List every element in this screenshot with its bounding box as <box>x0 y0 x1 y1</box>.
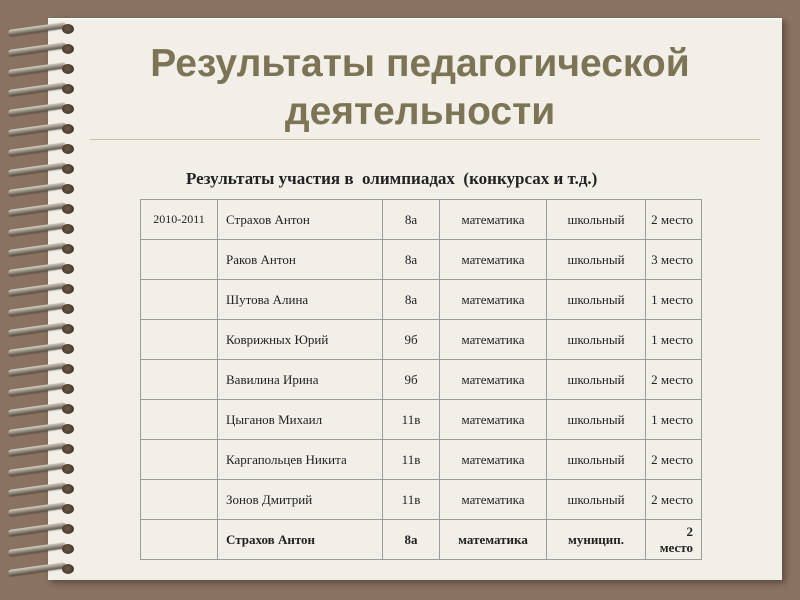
cell-level: школьный <box>547 360 646 400</box>
punch-hole <box>62 204 74 214</box>
cell-class: 9б <box>383 320 440 360</box>
spiral-ring <box>8 242 88 256</box>
cell-place: 1 место <box>646 400 702 440</box>
spiral-wire <box>8 342 66 356</box>
spiral-ring <box>8 462 88 476</box>
cell-place: 2 место <box>646 200 702 240</box>
punch-hole <box>62 304 74 314</box>
spiral-wire <box>8 42 66 56</box>
spiral-ring <box>8 302 88 316</box>
cell-place: 2 место <box>646 440 702 480</box>
cell-level: школьный <box>547 480 646 520</box>
cell-subject: математика <box>440 320 547 360</box>
cell-name: Шутова Алина <box>218 280 383 320</box>
spiral-wire <box>8 422 66 436</box>
punch-hole <box>62 244 74 254</box>
spiral-wire <box>8 62 66 76</box>
punch-hole <box>62 264 74 274</box>
spiral-wire <box>8 102 66 116</box>
punch-hole <box>62 84 74 94</box>
punch-hole <box>62 24 74 34</box>
cell-name: Вавилина Ирина <box>218 360 383 400</box>
spiral-wire <box>8 562 66 576</box>
cell-place: 2 место <box>646 360 702 400</box>
cell-class: 8а <box>383 280 440 320</box>
cell-name: Страхов Антон <box>218 520 383 560</box>
table-row <box>141 440 702 480</box>
spiral-ring <box>8 122 88 136</box>
spiral-wire <box>8 442 66 456</box>
cell-subject: математика <box>440 400 547 440</box>
punch-hole <box>62 124 74 134</box>
cell-level: школьный <box>547 440 646 480</box>
spiral-wire <box>8 122 66 136</box>
punch-hole <box>62 44 74 54</box>
cell-year <box>141 400 218 440</box>
table-row <box>141 200 702 240</box>
cell-subject: математика <box>440 520 547 560</box>
punch-hole <box>62 184 74 194</box>
cell-subject: математика <box>440 240 547 280</box>
spiral-wire <box>8 142 66 156</box>
punch-hole <box>62 384 74 394</box>
cell-level: школьный <box>547 400 646 440</box>
table-row <box>141 320 702 360</box>
spiral-wire <box>8 402 66 416</box>
cell-subject: математика <box>440 440 547 480</box>
spiral-ring <box>8 142 88 156</box>
cell-level: школьный <box>547 280 646 320</box>
spiral-wire <box>8 362 66 376</box>
spiral-wire <box>8 282 66 296</box>
table-row <box>141 520 702 560</box>
punch-hole <box>62 224 74 234</box>
spiral-ring <box>8 162 88 176</box>
punch-hole <box>62 464 74 474</box>
spiral-wire <box>8 322 66 336</box>
cell-place: 2 место <box>646 480 702 520</box>
cell-class: 9б <box>383 360 440 400</box>
cell-subject: математика <box>440 200 547 240</box>
spiral-ring <box>8 502 88 516</box>
results-table <box>140 199 702 560</box>
cell-place: 3 место <box>646 240 702 280</box>
cell-name: Раков Антон <box>218 240 383 280</box>
cell-year <box>141 520 218 560</box>
spiral-ring <box>8 382 88 396</box>
punch-hole <box>62 364 74 374</box>
spiral-ring <box>8 522 88 536</box>
punch-hole <box>62 344 74 354</box>
cell-year <box>141 280 218 320</box>
table-row <box>141 240 702 280</box>
spiral-ring <box>8 82 88 96</box>
spiral-ring <box>8 542 88 556</box>
page-title <box>90 40 750 136</box>
cell-place: 1 место <box>646 280 702 320</box>
cell-name: Зонов Дмитрий <box>218 480 383 520</box>
cell-year <box>141 440 218 480</box>
cell-class: 11в <box>383 480 440 520</box>
spiral-wire <box>8 262 66 276</box>
cell-year: 2010-2011 <box>141 200 218 240</box>
punch-hole <box>62 164 74 174</box>
cell-subject: математика <box>440 360 547 400</box>
punch-hole <box>62 444 74 454</box>
title-line-1: Результаты педагогической <box>150 42 690 85</box>
cell-name: Цыганов Михаил <box>218 400 383 440</box>
cell-subject: математика <box>440 480 547 520</box>
cell-level: муницип. <box>547 520 646 560</box>
spiral-ring <box>8 342 88 356</box>
spiral-ring <box>8 442 88 456</box>
spiral-wire <box>8 462 66 476</box>
cell-year <box>141 360 218 400</box>
cell-class: 8а <box>383 240 440 280</box>
punch-hole <box>62 144 74 154</box>
spiral-wire <box>8 82 66 96</box>
spiral-wire <box>8 302 66 316</box>
cell-name: Страхов Антон <box>218 200 383 240</box>
cell-class: 8а <box>383 200 440 240</box>
punch-hole <box>62 284 74 294</box>
title-divider <box>90 139 760 140</box>
cell-level: школьный <box>547 200 646 240</box>
spiral-ring <box>8 482 88 496</box>
spiral-wire <box>8 22 66 36</box>
spiral-ring <box>8 402 88 416</box>
spiral-wire <box>8 542 66 556</box>
spiral-binding <box>0 22 90 582</box>
table-row <box>141 400 702 440</box>
punch-hole <box>62 504 74 514</box>
cell-name: Коврижных Юрий <box>218 320 383 360</box>
spiral-ring <box>8 22 88 36</box>
spiral-ring <box>8 202 88 216</box>
table-row <box>141 360 702 400</box>
table-caption: Результаты участия в олимпиадах (конкурсах и т.д.) <box>186 169 598 188</box>
cell-year <box>141 320 218 360</box>
punch-hole <box>62 524 74 534</box>
spiral-ring <box>8 42 88 56</box>
title-line-2: деятельности <box>284 90 556 133</box>
punch-hole <box>62 544 74 554</box>
spiral-ring <box>8 322 88 336</box>
cell-class: 8а <box>383 520 440 560</box>
punch-hole <box>62 64 74 74</box>
cell-class: 11в <box>383 400 440 440</box>
spiral-ring <box>8 422 88 436</box>
page-top-edge <box>48 18 782 21</box>
spiral-ring <box>8 102 88 116</box>
cell-level: школьный <box>547 240 646 280</box>
spiral-ring <box>8 222 88 236</box>
spiral-wire <box>8 502 66 516</box>
punch-hole <box>62 404 74 414</box>
cell-place: 1 место <box>646 320 702 360</box>
spiral-ring <box>8 62 88 76</box>
spiral-wire <box>8 482 66 496</box>
spiral-ring <box>8 182 88 196</box>
spiral-wire <box>8 382 66 396</box>
spiral-ring <box>8 562 88 576</box>
spiral-ring <box>8 282 88 296</box>
cell-year <box>141 240 218 280</box>
punch-hole <box>62 324 74 334</box>
cell-name: Каргапольцев Никита <box>218 440 383 480</box>
cell-place: 2 место <box>646 520 702 560</box>
cell-subject: математика <box>440 280 547 320</box>
spiral-ring <box>8 362 88 376</box>
cell-class: 11в <box>383 440 440 480</box>
spiral-wire <box>8 202 66 216</box>
table-row <box>141 480 702 520</box>
spiral-wire <box>8 242 66 256</box>
spiral-wire <box>8 162 66 176</box>
spiral-wire <box>8 522 66 536</box>
punch-hole <box>62 484 74 494</box>
cell-year <box>141 480 218 520</box>
punch-hole <box>62 424 74 434</box>
punch-hole <box>62 564 74 574</box>
spiral-wire <box>8 222 66 236</box>
spiral-wire <box>8 182 66 196</box>
punch-hole <box>62 104 74 114</box>
cell-level: школьный <box>547 320 646 360</box>
table-row <box>141 280 702 320</box>
spiral-ring <box>8 262 88 276</box>
